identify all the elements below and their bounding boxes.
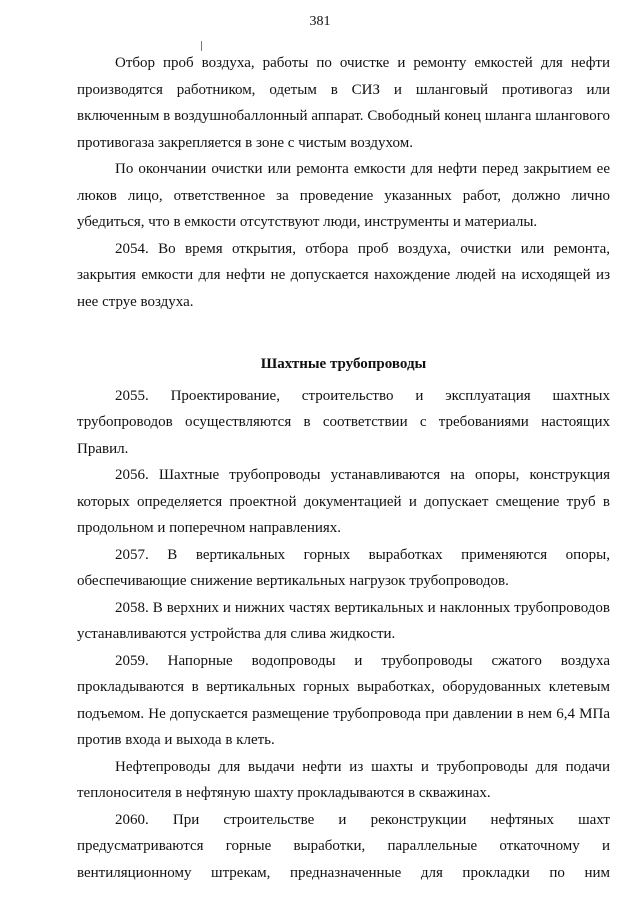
paragraph-2056: 2056. Шахтные трубопроводы устанавливаются на опоры, конструкция которых определяется проектной документацией и допускает смещение труб в продольном и поперечном направлениях.: [77, 467, 610, 536]
paragraph-2057: 2057. В вертикальных горных выработках применяются опоры, обеспечивающие снижение вертикальных нагрузок трубопроводов.: [77, 546, 610, 589]
paragraph-2055: 2055. Проектирование, строительство и эксплуатация шахтных трубопроводов осуществляются в соответствии с требованиями настоящих Правил.: [77, 387, 610, 457]
paragraph-2060: 2060. При строительстве и реконструкции нефтяных шахт предусматриваются горные выработки, параллельные откаточному и вентиляционному штрекам, предназначенные для прокладки по ним: [77, 811, 610, 881]
paragraph-2059: 2059. Напорные водопроводы и трубопроводы сжатого воздуха прокладываются в вертикальных горных выработках, оборудованных клетевым подъемом. Не допускается размещение трубопровода при давлении в нем 6,4 МПа против входа и выхода в клеть.: [77, 652, 610, 748]
paragraph-after-cleaning: По окончании очистки или ремонта емкости для нефти перед закрытием ее люков лицо, ответственное за проведение указанных работ, должно лично убедиться, что в емкости отсутствуют люди, инструменты и материалы.: [77, 161, 610, 230]
paragraph-oil-pipelines: Нефтепроводы для выдачи нефти из шахты и трубопроводы для подачи теплоносителя в нефтяную шахту прокладываются в скважинах.: [77, 758, 610, 801]
page-number: 381: [309, 14, 331, 29]
paragraph-2058: 2058. В верхних и нижних частях вертикальных и наклонных трубопроводов устанавливаются устройства для слива жидкости.: [77, 599, 610, 642]
paragraph-2054: 2054. Во время открытия, отбора проб воздуха, очистки или ремонта, закрытия емкости для нефти не допускается нахождение людей на исходящей из нее струе воздуха.: [77, 240, 610, 310]
document-body: [77, 50, 610, 886]
paragraph-sampling: Отбор проб воздуха, работы по очистке и ремонту емкостей для нефти производятся работником, одетым в СИЗ и шланговый противогаз или включенным в воздушнобаллонный аппарат. Свободный конец шланга шлангового противогаза закрепляется в зоне с чистым воздухом.: [77, 55, 610, 151]
section-heading: Шахтные трубопроводы: [260, 356, 427, 372]
